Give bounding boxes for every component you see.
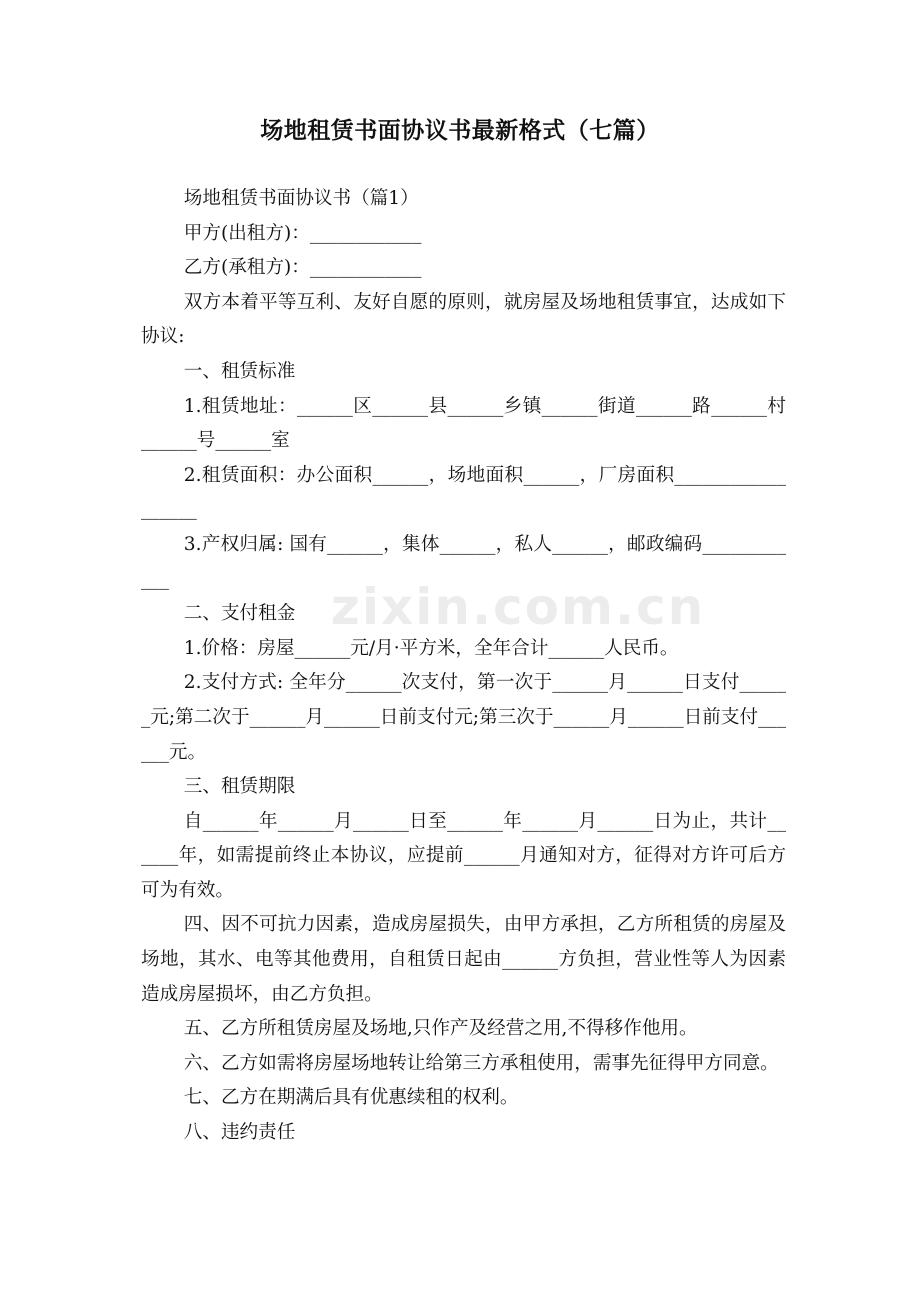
clause-paragraph: 六、乙方如需将房屋场地转让给第三方承租使用，需事先征得甲方同意。	[183, 1052, 779, 1074]
clause-heading: 三、租赁期限	[183, 776, 296, 798]
clause-paragraph: 四、因不可抗力因素，造成房屋损失，由甲方承担，乙方所租赁的房屋及场地，其水、电等其他费用，自租赁日起由______方负担，营业性等人为因素造成房屋损坏，由乙方负担。	[141, 914, 786, 1005]
party-a-line: 甲方(出租方)：____________	[183, 222, 422, 244]
clause-heading: 一、租赁标准	[183, 360, 296, 382]
section-heading: 场地租赁书面协议书（篇1）	[183, 188, 419, 209]
clause-heading: 八、违约责任	[183, 1122, 296, 1144]
clause-paragraph: 七、乙方在期满后具有优惠续租的权利。	[183, 1087, 519, 1109]
clause-item: 1.价格：房屋______元/月·平方米，全年合计______人民币。	[183, 637, 679, 659]
clause-item: 3.产权归属: 国有______，集体______，私人______，邮政编码____________	[141, 533, 786, 590]
clause-item: 2.支付方式: 全年分______次支付，第一次于______月______日支付______元;第二次于______月______日前支付元;第三次于______月______日前支付______元。	[141, 672, 786, 763]
clause-paragraph: 五、乙方所租赁房屋及场地,只作产及经营之用,不得移作他用。	[183, 1018, 698, 1040]
preamble-paragraph: 双方本着平等互利、友好自愿的原则，就房屋及场地租赁事宜，达成如下协议:	[141, 291, 786, 348]
document-title: 场地租赁书面协议书最新格式（七篇）	[260, 118, 660, 144]
clause-paragraph: 自______年______月______日至______年______月______日为止，共计______年，如需提前终止本协议，应提前______月通知对方，征得对方许可后方可为有效。	[141, 810, 786, 901]
watermark-text: zixin.com.cn	[330, 578, 706, 636]
party-b-line: 乙方(承租方)：____________	[183, 257, 422, 279]
clause-item: 2.租赁面积：办公面积______，场地面积______，厂房面积__________________	[141, 464, 786, 521]
document-body	[141, 182, 786, 1151]
clause-item: 1.租赁地址：______区______县______乡镇______街道______路______村______号______室	[141, 395, 786, 452]
clause-heading: 二、支付租金	[183, 603, 296, 625]
